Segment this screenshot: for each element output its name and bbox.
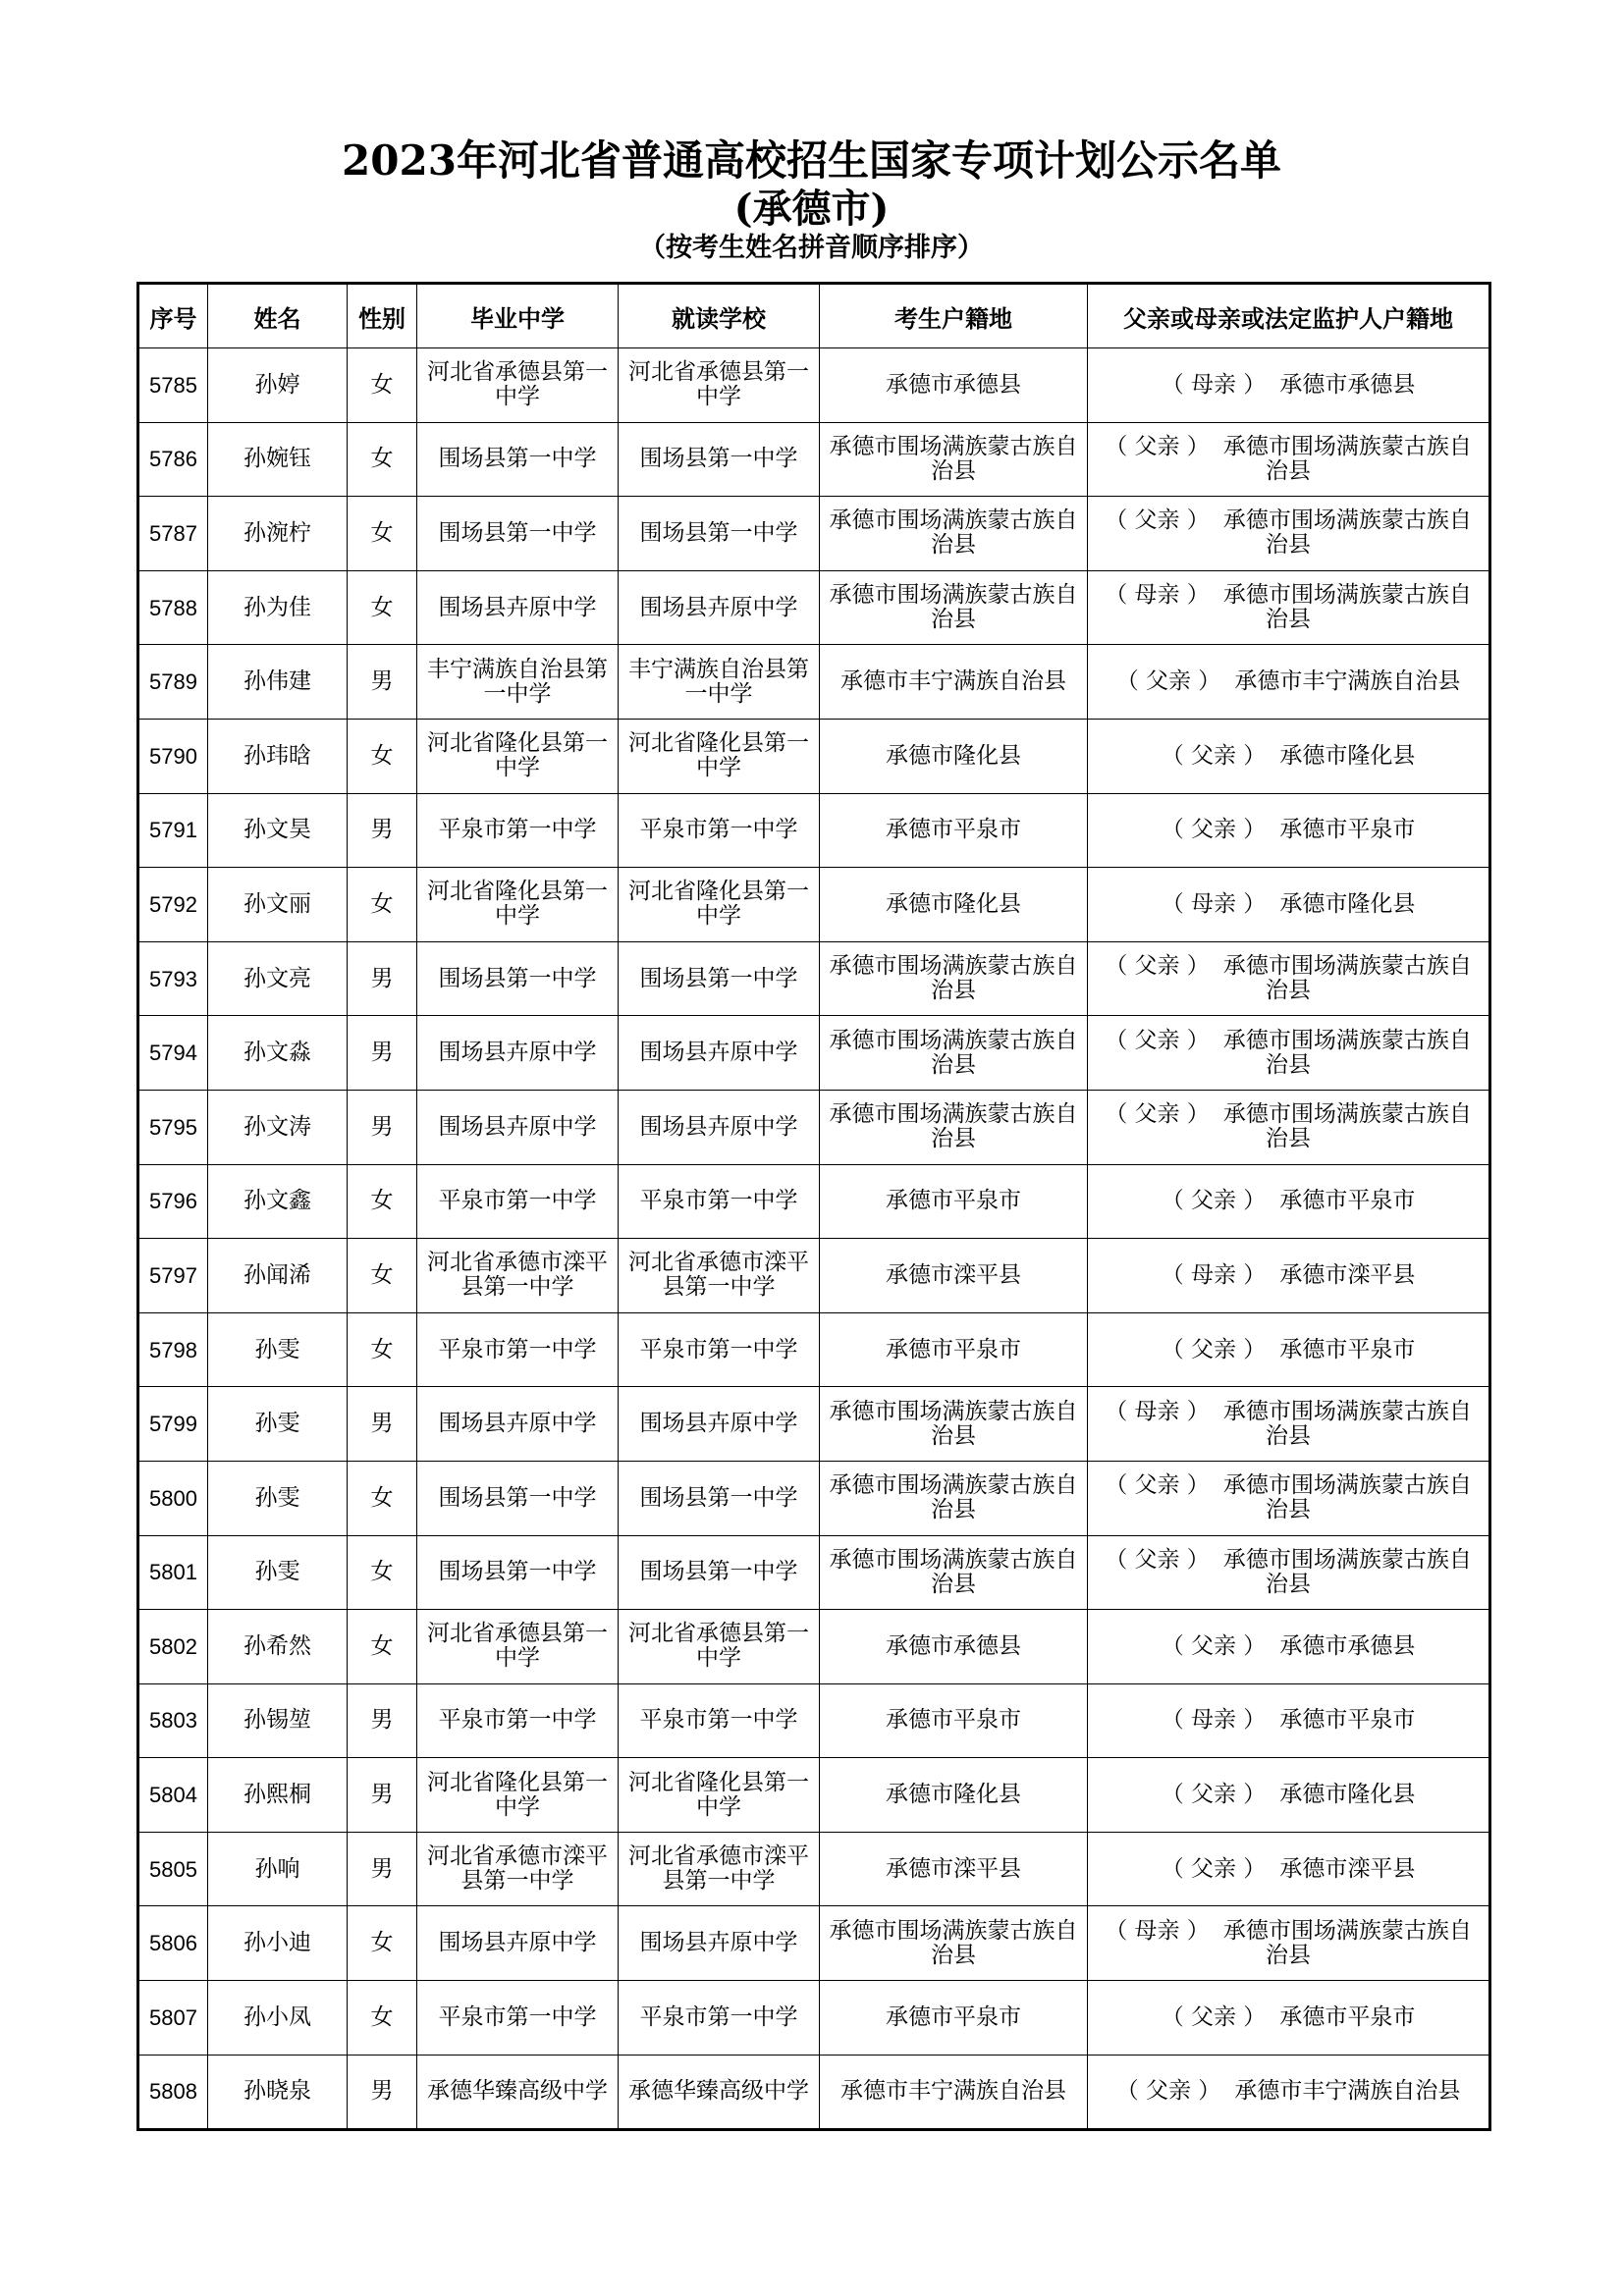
cell-household: 承德市滦平县 [820,1239,1088,1313]
table-row [138,1906,1490,1981]
table-row [138,645,1490,720]
cell-grad-school: 河北省承德县第一中学 [417,1610,619,1684]
table-row [138,1981,1490,2056]
cell-current-school: 河北省隆化县第一中学 [619,1758,820,1833]
column-header-grad-school: 毕业中学 [417,284,619,348]
cell-guardian [1088,1832,1490,1906]
guardian-role: （ 父亲 ） [1162,1856,1267,1882]
guardian-role: （ 父亲 ） [1162,1337,1267,1362]
table-row [138,1832,1490,1906]
cell-name: 孙文鑫 [208,1164,348,1239]
cell-no: 5799 [138,1387,208,1462]
cell-guardian [1088,1906,1490,1981]
guardian-role: （ 父亲 ） [1105,507,1210,533]
cell-current-school: 围场县第一中学 [619,1535,820,1610]
cell-household: 承德市围场满族蒙古族自治县 [820,1461,1088,1535]
cell-gender: 女 [348,719,417,793]
cell-household: 承德市围场满族蒙古族自治县 [820,1387,1088,1462]
guardian-household: 承德市围场满族蒙古族自治县 [1222,1546,1472,1597]
guardian-role: （ 父亲 ） [1162,743,1267,769]
table-row [138,1312,1490,1387]
guardian-role: （ 母亲 ） [1105,1399,1210,1424]
cell-household: 承德市围场满族蒙古族自治县 [820,570,1088,645]
table-row [138,719,1490,793]
table-row [138,1535,1490,1610]
cell-gender: 男 [348,2055,417,2130]
cell-household: 承德市平泉市 [820,793,1088,868]
guardian-role: （ 父亲 ） [1162,2004,1267,2030]
guardian-role: （ 父亲 ） [1105,953,1210,979]
table-row [138,868,1490,942]
cell-guardian [1088,1387,1490,1462]
cell-no: 5798 [138,1312,208,1387]
cell-gender: 男 [348,793,417,868]
cell-household: 承德市丰宁满族自治县 [820,2055,1088,2130]
guardian-role: （ 母亲 ） [1162,891,1267,917]
cell-name: 孙文涛 [208,1090,348,1164]
cell-gender: 男 [348,1090,417,1164]
cell-guardian [1088,1461,1490,1535]
cell-no: 5797 [138,1239,208,1313]
cell-gender: 男 [348,1683,417,1758]
cell-gender: 女 [348,1610,417,1684]
cell-no: 5803 [138,1683,208,1758]
guardian-household: 承德市平泉市 [1279,1188,1416,1214]
guardian-household: 承德市平泉市 [1279,817,1416,843]
cell-guardian [1088,645,1490,720]
table-row [138,1683,1490,1758]
cell-name: 孙文丽 [208,868,348,942]
guardian-household: 承德市围场满族蒙古族自治县 [1222,1472,1472,1523]
cell-household: 承德市承德县 [820,348,1088,423]
cell-name: 孙文昊 [208,793,348,868]
cell-grad-school: 围场县第一中学 [417,1461,619,1535]
column-header-gender: 性别 [348,284,417,348]
cell-household: 承德市平泉市 [820,1164,1088,1239]
cell-current-school: 围场县第一中学 [619,941,820,1016]
cell-current-school: 河北省承德县第一中学 [619,1610,820,1684]
guardian-household: 承德市围场满族蒙古族自治县 [1222,1027,1472,1078]
cell-name: 孙雯 [208,1387,348,1462]
guardian-household: 承德市隆化县 [1279,742,1416,769]
cell-guardian [1088,1239,1490,1313]
guardian-household: 承德市隆化县 [1279,1782,1416,1808]
cell-guardian [1088,497,1490,571]
cell-guardian [1088,570,1490,645]
cell-gender: 女 [348,868,417,942]
cell-grad-school: 围场县卉原中学 [417,570,619,645]
cell-no: 5787 [138,497,208,571]
guardian-role: （ 父亲 ） [1162,817,1267,842]
cell-grad-school: 平泉市第一中学 [417,793,619,868]
guardian-household: 承德市平泉市 [1279,1336,1416,1362]
table-row [138,497,1490,571]
cell-no: 5789 [138,645,208,720]
cell-guardian [1088,348,1490,423]
cell-grad-school: 围场县第一中学 [417,497,619,571]
guardian-role: （ 父亲 ） [1116,2078,1221,2104]
guardian-role: （ 父亲 ） [1105,1547,1210,1573]
cell-name: 孙熙桐 [208,1758,348,1833]
cell-guardian [1088,1312,1490,1387]
cell-guardian [1088,1981,1490,2056]
cell-no: 5805 [138,1832,208,1906]
cell-grad-school: 围场县第一中学 [417,422,619,497]
cell-gender: 男 [348,941,417,1016]
cell-name: 孙文亮 [208,941,348,1016]
cell-grad-school: 平泉市第一中学 [417,1683,619,1758]
cell-grad-school: 河北省隆化县第一中学 [417,1758,619,1833]
table-row [138,793,1490,868]
cell-grad-school: 河北省隆化县第一中学 [417,719,619,793]
cell-household: 承德市隆化县 [820,719,1088,793]
column-header-no: 序号 [138,284,208,348]
cell-gender: 女 [348,348,417,423]
cell-household: 承德市围场满族蒙古族自治县 [820,422,1088,497]
column-header-name: 姓名 [208,284,348,348]
table-row [138,1164,1490,1239]
cell-name: 孙希然 [208,1610,348,1684]
cell-no: 5806 [138,1906,208,1981]
cell-gender: 男 [348,1758,417,1833]
cell-name: 孙涴柠 [208,497,348,571]
cell-guardian [1088,868,1490,942]
cell-guardian [1088,1090,1490,1164]
table-row [138,1016,1490,1091]
guardian-household: 承德市丰宁满族自治县 [1234,668,1461,695]
cell-current-school: 河北省隆化县第一中学 [619,868,820,942]
cell-name: 孙婉钰 [208,422,348,497]
cell-current-school: 围场县第一中学 [619,422,820,497]
cell-name: 孙婷 [208,348,348,423]
cell-guardian [1088,1758,1490,1833]
cell-name: 孙为佳 [208,570,348,645]
cell-current-school: 承德华臻高级中学 [619,2055,820,2130]
cell-household: 承德市围场满族蒙古族自治县 [820,497,1088,571]
cell-name: 孙闻浠 [208,1239,348,1313]
cell-household: 承德市围场满族蒙古族自治县 [820,1016,1088,1091]
cell-name: 孙晓泉 [208,2055,348,2130]
cell-grad-school: 承德华臻高级中学 [417,2055,619,2130]
table-row [138,422,1490,497]
table-header-row [138,284,1490,348]
guardian-household: 承德市平泉市 [1279,2003,1416,2030]
cell-household: 承德市围场满族蒙古族自治县 [820,1906,1088,1981]
cell-current-school: 围场县卉原中学 [619,570,820,645]
cell-name: 孙小凤 [208,1981,348,2056]
cell-no: 5801 [138,1535,208,1610]
cell-no: 5786 [138,422,208,497]
guardian-role: （ 母亲 ） [1162,1707,1267,1733]
cell-household: 承德市隆化县 [820,868,1088,942]
cell-household: 承德市承德县 [820,1610,1088,1684]
cell-gender: 男 [348,645,417,720]
cell-current-school: 河北省承德市滦平县第一中学 [619,1832,820,1906]
guardian-role: （ 母亲 ） [1105,1918,1210,1944]
cell-grad-school: 河北省隆化县第一中学 [417,868,619,942]
sort-note: （按考生姓名拼音顺序排序） [639,233,984,263]
cell-grad-school: 丰宁满族自治县第一中学 [417,645,619,720]
cell-gender: 女 [348,570,417,645]
cell-gender: 男 [348,1016,417,1091]
cell-household: 承德市平泉市 [820,1981,1088,2056]
guardian-household: 承德市丰宁满族自治县 [1234,2078,1461,2105]
guardian-household: 承德市围场满族蒙古族自治县 [1222,507,1472,559]
cell-gender: 女 [348,1461,417,1535]
table-row [138,1239,1490,1313]
table-row [138,1610,1490,1684]
guardian-role: （ 母亲 ） [1162,1262,1267,1288]
cell-gender: 女 [348,1535,417,1610]
cell-name: 孙玮晗 [208,719,348,793]
cell-household: 承德市围场满族蒙古族自治县 [820,1090,1088,1164]
table-row [138,2055,1490,2130]
cell-name: 孙雯 [208,1535,348,1610]
cell-no: 5795 [138,1090,208,1164]
guardian-role: （ 父亲 ） [1162,1633,1267,1659]
cell-no: 5791 [138,793,208,868]
guardian-role: （ 父亲 ） [1105,1028,1210,1053]
cell-guardian [1088,1535,1490,1610]
cell-guardian [1088,941,1490,1016]
cell-no: 5788 [138,570,208,645]
cell-name: 孙文淼 [208,1016,348,1091]
guardian-household: 承德市围场满族蒙古族自治县 [1222,433,1472,484]
cell-household: 承德市丰宁满族自治县 [820,645,1088,720]
cell-grad-school: 河北省承德市滦平县第一中学 [417,1832,619,1906]
guardian-household: 承德市滦平县 [1279,1855,1416,1882]
cell-gender: 女 [348,422,417,497]
cell-gender: 女 [348,1312,417,1387]
cell-current-school: 丰宁满族自治县第一中学 [619,645,820,720]
cell-name: 孙锡堃 [208,1683,348,1758]
cell-no: 5793 [138,941,208,1016]
column-header-guardian-household: 父亲或母亲或法定监护人户籍地 [1088,284,1490,348]
cell-guardian [1088,1683,1490,1758]
cell-guardian [1088,793,1490,868]
cell-grad-school: 平泉市第一中学 [417,1312,619,1387]
guardian-role: （ 父亲 ） [1162,1188,1267,1213]
cell-gender: 女 [348,1164,417,1239]
guardian-role: （ 母亲 ） [1105,582,1210,608]
cell-current-school: 围场县卉原中学 [619,1906,820,1981]
guardian-role: （ 父亲 ） [1105,434,1210,459]
guardian-household: 承德市平泉市 [1279,1707,1416,1734]
guardian-household: 承德市围场满族蒙古族自治县 [1222,1398,1472,1449]
cell-guardian [1088,719,1490,793]
cell-household: 承德市围场满族蒙古族自治县 [820,1535,1088,1610]
guardian-household: 承德市滦平县 [1279,1261,1416,1288]
cell-guardian [1088,2055,1490,2130]
guardian-role: （ 父亲 ） [1162,1782,1267,1807]
guardian-household: 承德市围场满族蒙古族自治县 [1222,1917,1472,1968]
cell-grad-school: 平泉市第一中学 [417,1164,619,1239]
cell-guardian [1088,1164,1490,1239]
cell-current-school: 河北省隆化县第一中学 [619,719,820,793]
page-title: 2023年河北省普通高校招生国家专项计划公示名单 [342,136,1281,185]
cell-gender: 女 [348,1981,417,2056]
guardian-household: 承德市围场满族蒙古族自治县 [1222,582,1472,633]
cell-gender: 女 [348,1239,417,1313]
guardian-household: 承德市围场满族蒙古族自治县 [1222,953,1472,1004]
table-row [138,941,1490,1016]
cell-no: 5785 [138,348,208,423]
cell-no: 5794 [138,1016,208,1091]
cell-current-school: 平泉市第一中学 [619,1312,820,1387]
cell-guardian [1088,1610,1490,1684]
cell-no: 5800 [138,1461,208,1535]
cell-guardian [1088,422,1490,497]
guardian-household: 承德市承德县 [1279,1632,1416,1659]
cell-household: 承德市围场满族蒙古族自治县 [820,941,1088,1016]
roster-table [136,282,1491,2131]
table-row [138,348,1490,423]
cell-name: 孙雯 [208,1461,348,1535]
guardian-role: （ 父亲 ） [1105,1101,1210,1127]
cell-no: 5796 [138,1164,208,1239]
guardian-role: （ 母亲 ） [1162,372,1267,398]
cell-gender: 女 [348,1906,417,1981]
guardian-household: 承德市承德县 [1279,371,1416,398]
cell-grad-school: 平泉市第一中学 [417,1981,619,2056]
page-subtitle: (承德市) [733,186,890,232]
table-body [138,348,1490,2130]
cell-current-school: 围场县卉原中学 [619,1090,820,1164]
cell-grad-school: 围场县卉原中学 [417,1906,619,1981]
guardian-household: 承德市隆化县 [1279,890,1416,917]
cell-name: 孙响 [208,1832,348,1906]
cell-no: 5807 [138,1981,208,2056]
cell-household: 承德市平泉市 [820,1683,1088,1758]
table-row [138,1090,1490,1164]
cell-gender: 男 [348,1832,417,1906]
table-row [138,1387,1490,1462]
cell-grad-school: 围场县卉原中学 [417,1090,619,1164]
cell-grad-school: 河北省承德县第一中学 [417,348,619,423]
cell-grad-school: 围场县卉原中学 [417,1016,619,1091]
cell-name: 孙伟建 [208,645,348,720]
cell-current-school: 围场县第一中学 [619,497,820,571]
cell-current-school: 围场县卉原中学 [619,1016,820,1091]
cell-no: 5804 [138,1758,208,1833]
cell-grad-school: 围场县卉原中学 [417,1387,619,1462]
cell-no: 5808 [138,2055,208,2130]
cell-current-school: 平泉市第一中学 [619,1683,820,1758]
cell-household: 承德市滦平县 [820,1832,1088,1906]
cell-current-school: 平泉市第一中学 [619,1164,820,1239]
cell-current-school: 平泉市第一中学 [619,1981,820,2056]
cell-guardian [1088,1016,1490,1091]
cell-household: 承德市平泉市 [820,1312,1088,1387]
cell-current-school: 围场县第一中学 [619,1461,820,1535]
cell-grad-school: 围场县第一中学 [417,1535,619,1610]
cell-current-school: 河北省承德县第一中学 [619,348,820,423]
guardian-household: 承德市围场满族蒙古族自治县 [1222,1101,1472,1152]
cell-gender: 男 [348,1387,417,1462]
cell-current-school: 围场县卉原中学 [619,1387,820,1462]
cell-grad-school: 河北省承德市滦平县第一中学 [417,1239,619,1313]
column-header-current-school: 就读学校 [619,284,820,348]
cell-current-school: 平泉市第一中学 [619,793,820,868]
cell-name: 孙小迪 [208,1906,348,1981]
cell-no: 5802 [138,1610,208,1684]
column-header-household: 考生户籍地 [820,284,1088,348]
cell-household: 承德市隆化县 [820,1758,1088,1833]
cell-gender: 女 [348,497,417,571]
cell-no: 5792 [138,868,208,942]
cell-current-school: 河北省承德市滦平县第一中学 [619,1239,820,1313]
cell-name: 孙雯 [208,1312,348,1387]
table-row [138,1461,1490,1535]
table-row [138,1758,1490,1833]
table-row [138,570,1490,645]
guardian-role: （ 父亲 ） [1105,1472,1210,1498]
cell-grad-school: 围场县第一中学 [417,941,619,1016]
guardian-role: （ 父亲 ） [1116,668,1221,694]
cell-no: 5790 [138,719,208,793]
